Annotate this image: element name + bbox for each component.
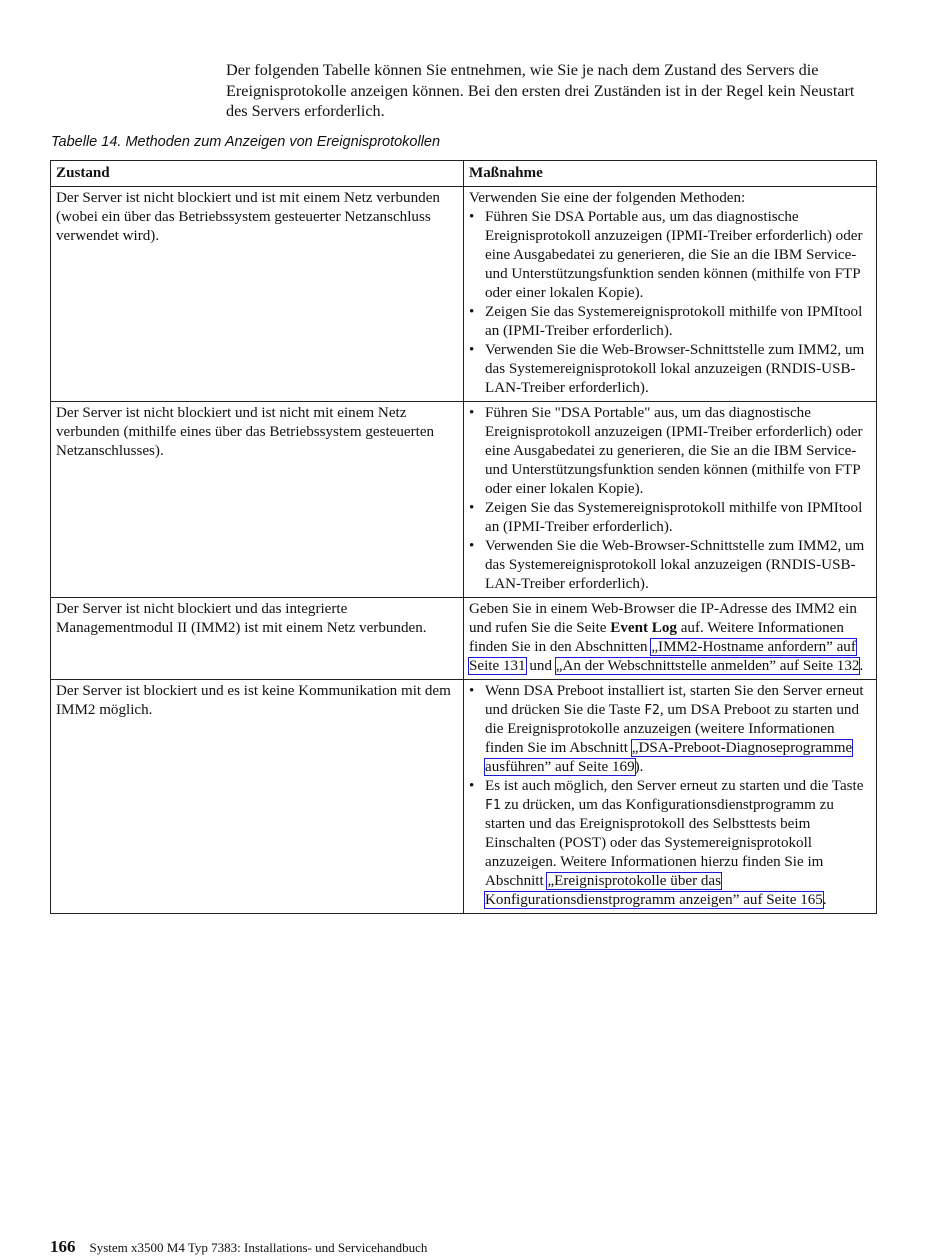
list-text: Es ist auch möglich, den Server erneut zu starten und die Taste (485, 778, 864, 794)
table-caption: Tabelle 14. Methoden zum Anzeigen von Ereignisprotokollen (51, 134, 441, 150)
massnahme-text: Geben Sie in einem Web-Browser die IP-Adresse des IMM2 ein und rufen Sie die Seite (469, 601, 857, 636)
key-f1: F1 (485, 798, 501, 813)
header-massnahme: Maßnahme (464, 161, 877, 187)
header-zustand: Zustand (51, 161, 464, 187)
event-log-methods-table (50, 160, 877, 914)
massnahme-cell (464, 680, 877, 914)
list-text: zu drücken, um das Konfigurationsdienstprogramm zu starten und das Ereignisprotokoll des Selbsttests beim Einschalten (POST) oder das Systemereignisprotokoll anzuzeigen. Weitere Informationen hierzu finden Sie im Abschnitt (485, 797, 834, 889)
intro-paragraph: Der folgenden Tabelle können Sie entnehmen, wie Sie je nach dem Zustand des Servers die Ereignisprotokolle anzeigen können. Bei den ersten drei Zuständen ist in der Regel kein Neustart des Servers erforderlich. (226, 61, 855, 120)
list-item (469, 777, 871, 910)
list-item: • Führen Sie "DSA Portable" aus, um das diagnostische Ereignisprotokoll anzuzeigen (IPMI-Treiber erforderlich) oder eine Ausgabedatei zu generieren, die Sie an die IBM Service- und Unterstützungsfunktion senden können (mithilfe von FTP oder einer lokalen Kopie). (469, 404, 871, 499)
methods-list (469, 208, 871, 398)
dsa-preboot-link[interactable]: „DSA-Preboot-Diagnoseprogramme ausführen” auf Seite 169 (485, 740, 853, 775)
event-log-label: Event Log (610, 620, 677, 636)
methods-list (469, 682, 871, 910)
list-item: • Verwenden Sie die Web-Browser-Schnittstelle zum IMM2, um das Systemereignisprotokoll lokal anzuzeigen (RNDIS-USB-LAN-Treiber erforderlich). (469, 537, 871, 594)
massnahme-text: . (859, 658, 864, 674)
zustand-cell: Der Server ist blockiert und es ist keine Kommunikation mit dem IMM2 möglich. (51, 680, 464, 914)
key-f2: F2 (644, 703, 660, 718)
list-text: ). (634, 759, 644, 775)
table-row (51, 402, 877, 598)
page-number: 166 (50, 1237, 76, 1256)
list-item (469, 682, 871, 777)
zustand-cell: Der Server ist nicht blockiert und ist nicht mit einem Netz verbunden (mithilfe eines über das Betriebssystem gesteuerten Netzanschlusses). (51, 402, 464, 598)
list-text: . (822, 892, 827, 908)
methods-list (469, 404, 871, 594)
list-text: , um DSA Preboot zu starten und die Ereignisprotokolle anzuzeigen (weitere Informationen finden Sie im Abschnitt (485, 702, 860, 756)
massnahme-text: und (525, 658, 556, 674)
table-row (51, 680, 877, 914)
massnahme-text: auf. Weitere Informationen finden Sie in den Abschnitten (469, 620, 844, 655)
massnahme-cell (464, 598, 877, 680)
ereignisprotokolle-konfiguration-link[interactable]: „Ereignisprotokolle über das Konfigurationsdienstprogramm anzeigen” auf Seite 165 (485, 873, 823, 908)
table-row (51, 187, 877, 402)
methods-lead: Verwenden Sie eine der folgenden Methoden: (469, 190, 746, 206)
footer-title: System x3500 M4 Typ 7383: Installations- und Servicehandbuch (89, 1240, 428, 1255)
imm2-hostname-link[interactable]: „IMM2-Hostname anfordern” auf Seite 131 (469, 639, 856, 674)
zustand-cell: Der Server ist nicht blockiert und ist mit einem Netz verbunden (wobei ein über das Betriebssystem gesteuerter Netzanschluss verwendet wird). (51, 187, 464, 402)
list-item: • Zeigen Sie das Systemereignisprotokoll mithilfe von IPMItool an (IPMI-Treiber erforderlich). (469, 303, 871, 341)
webschnittstelle-anmelden-link[interactable]: „An der Webschnittstelle anmelden” auf Seite 132 (555, 658, 860, 674)
list-item: • Führen Sie DSA Portable aus, um das diagnostische Ereignisprotokoll anzuzeigen (IPMI-Treiber erforderlich) oder eine Ausgabedatei zu generieren, die Sie an die IBM Service- und Unterstützungsfunktion senden können (mithilfe von FTP oder einer lokalen Kopie). (469, 208, 871, 303)
massnahme-cell (464, 187, 877, 402)
page-footer (50, 1237, 427, 1257)
zustand-cell: Der Server ist nicht blockiert und das integrierte Managementmodul II (IMM2) ist mit einem Netz verbunden. (51, 598, 464, 680)
list-text: Wenn DSA Preboot installiert ist, starten Sie den Server erneut und drücken Sie die Taste (485, 683, 864, 718)
massnahme-cell (464, 402, 877, 598)
list-item: • Zeigen Sie das Systemereignisprotokoll mithilfe von IPMItool an (IPMI-Treiber erforderlich). (469, 499, 871, 537)
table-header-row (51, 161, 877, 187)
table-row (51, 598, 877, 680)
list-item: • Verwenden Sie die Web-Browser-Schnittstelle zum IMM2, um das Systemereignisprotokoll lokal anzuzeigen (RNDIS-USB-LAN-Treiber erforderlich). (469, 341, 871, 398)
